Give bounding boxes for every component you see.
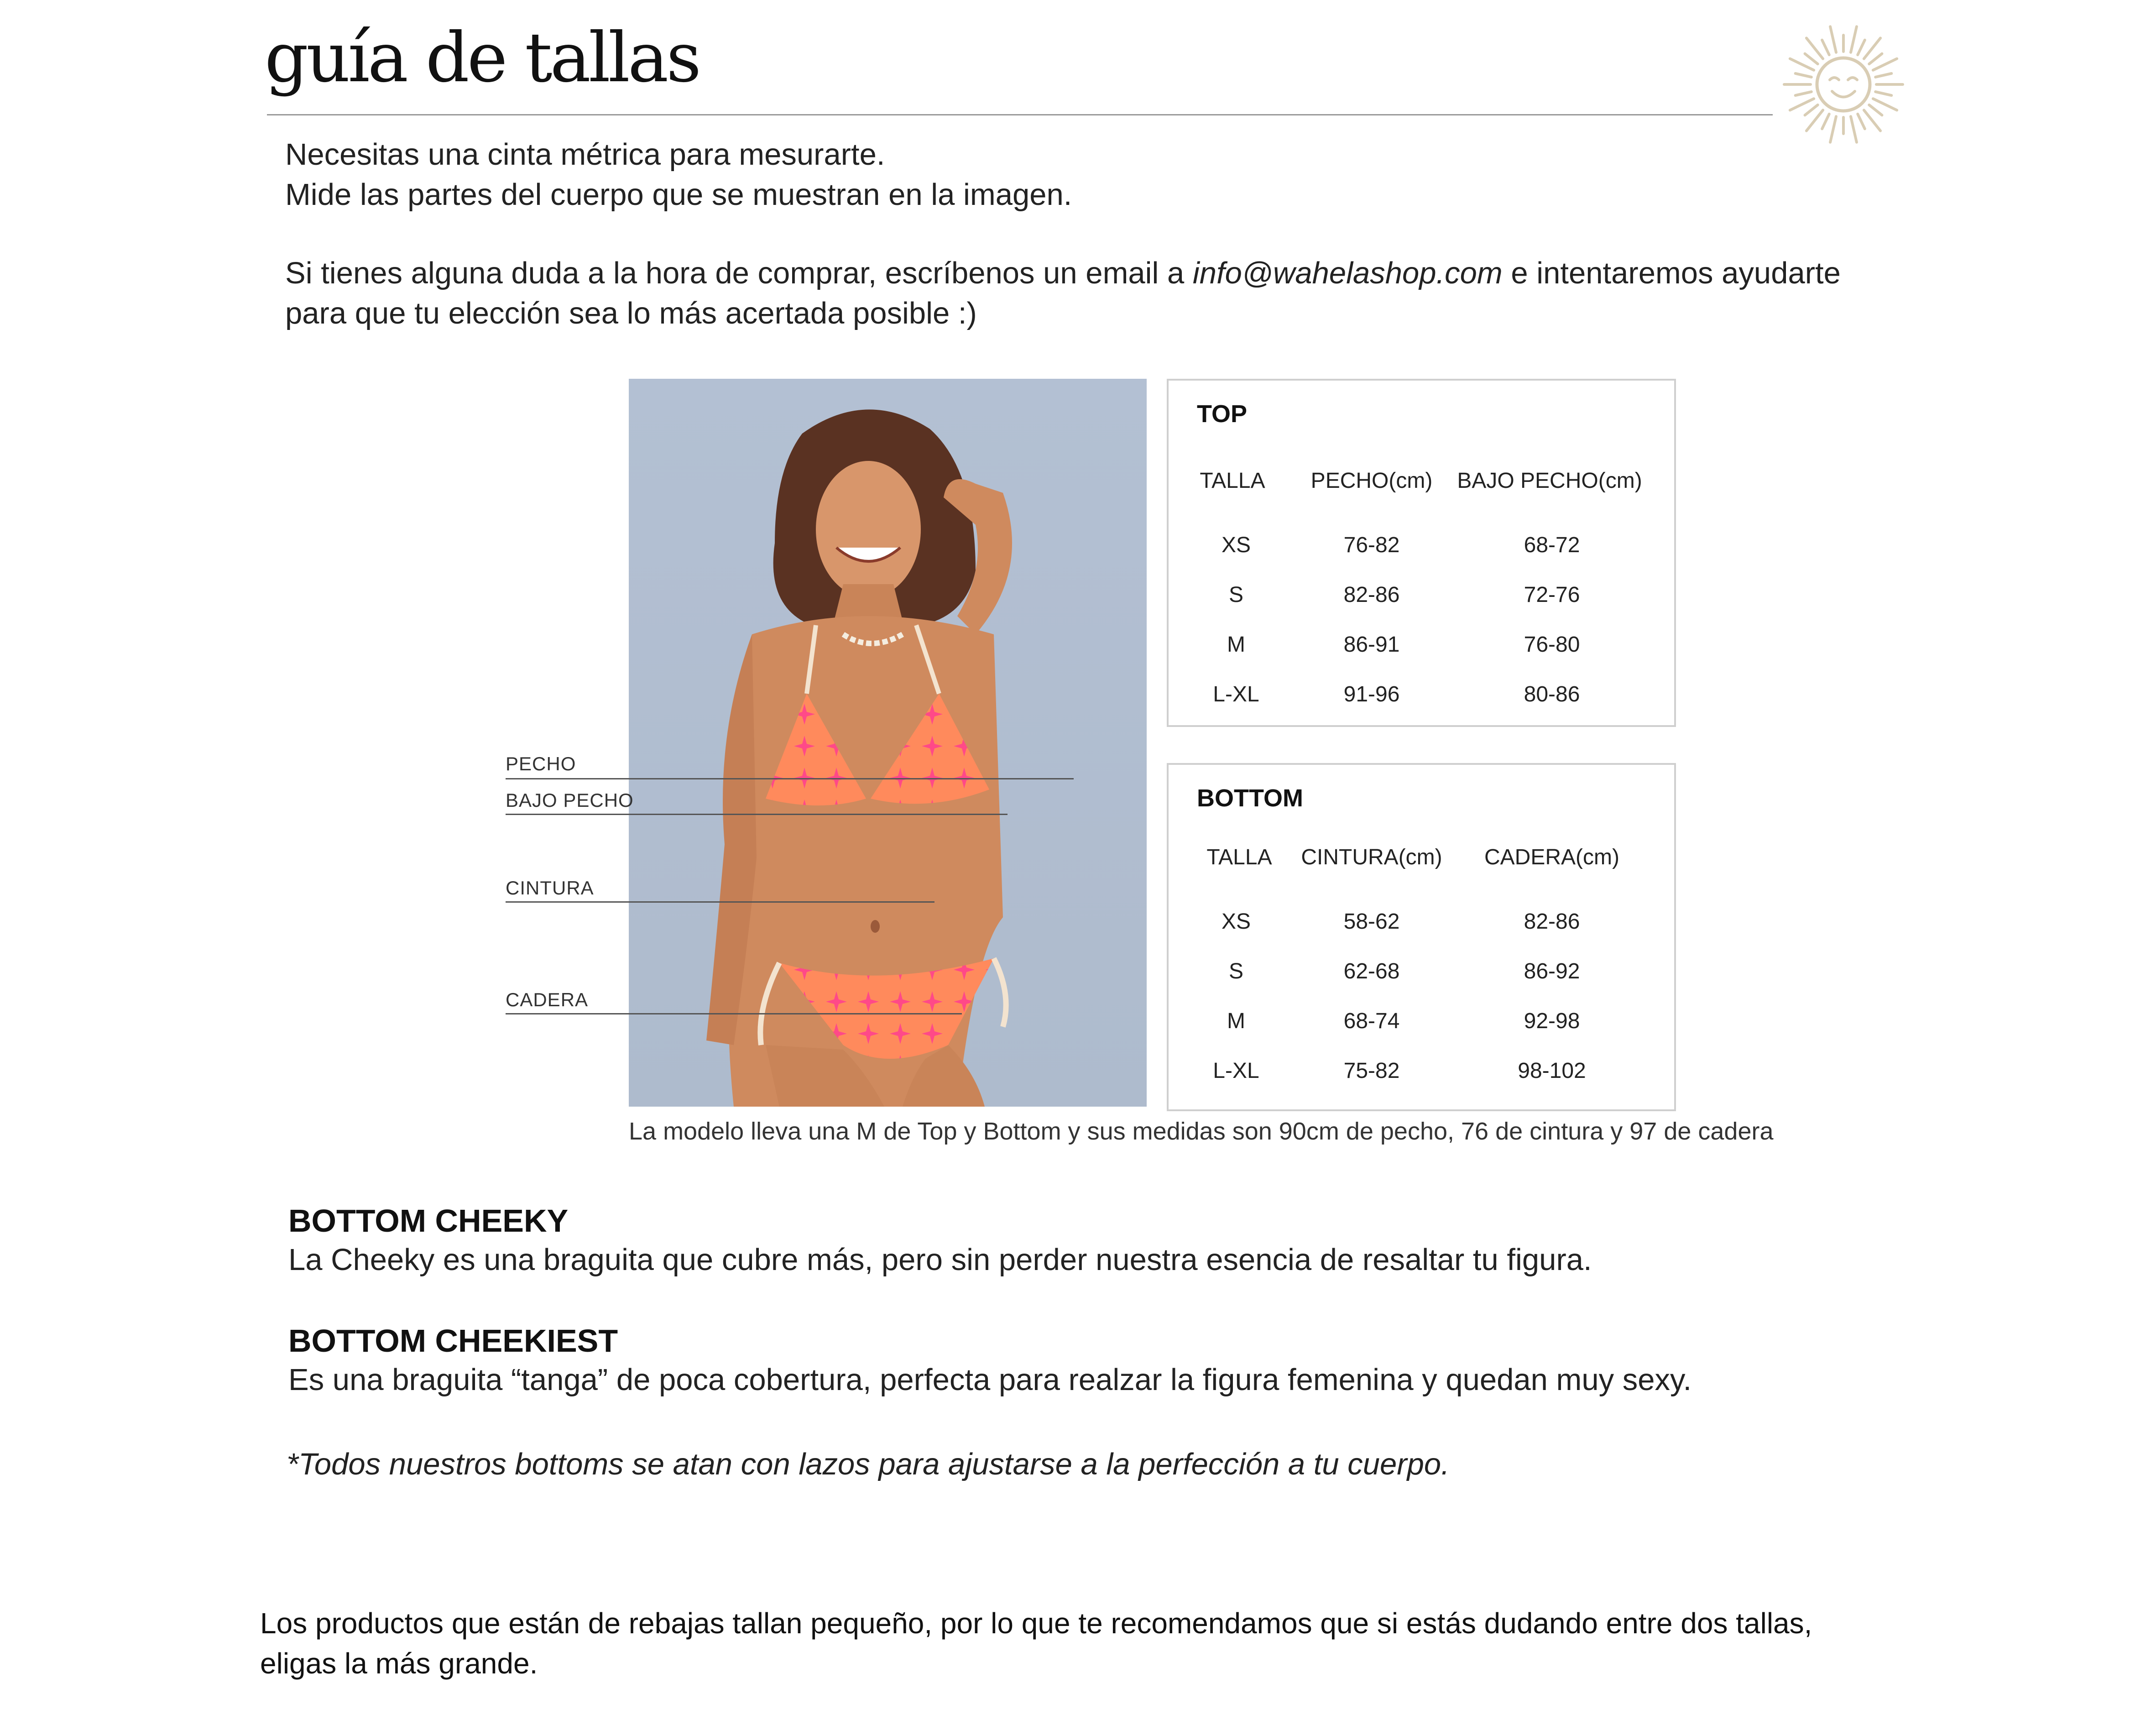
bottom-cell: 82-86 bbox=[1524, 910, 1580, 934]
sale-note-line-1: Los productos que están de rebajas tallan pequeño, por lo que te recomendamos que si estás dudando entre dos tallas, bbox=[260, 1607, 1812, 1640]
bottom-cell: 58-62 bbox=[1343, 910, 1400, 934]
measure-label-chest: PECHO bbox=[506, 753, 576, 774]
cheeky-text: La Cheeky es una braguita que cubre más, pero sin perder nuestra esencia de resaltar tu figura. bbox=[288, 1243, 1592, 1277]
intro-line-4: para que tu elección sea lo más acertada posible :) bbox=[285, 296, 977, 330]
top-col-underbust: BAJO PECHO(cm) bbox=[1457, 469, 1642, 493]
bottom-cell: 68-74 bbox=[1343, 1009, 1400, 1033]
top-cell: XS bbox=[1221, 533, 1251, 557]
intro-line-3-end: e intentaremos ayudarte bbox=[1502, 256, 1841, 290]
bottom-cell: 62-68 bbox=[1343, 959, 1400, 983]
top-table-title: TOP bbox=[1197, 400, 1248, 428]
cheekiest-text: Es una braguita “tanga” de poca cobertura, perfecta para realzar la figura femenina y quedan muy sexy. bbox=[288, 1363, 1692, 1397]
top-cell: M bbox=[1227, 632, 1245, 657]
bottom-cell: XS bbox=[1221, 910, 1251, 934]
page-title: guía de tallas bbox=[265, 18, 700, 98]
title-divider bbox=[267, 114, 1773, 115]
intro-line-3-start: Si tienes alguna duda a la hora de comprar, escríbenos un email a bbox=[285, 256, 1193, 290]
ties-note: *Todos nuestros bottoms se atan con lazos para ajustarse a la perfección a tu cuerpo. bbox=[287, 1447, 1450, 1481]
bottom-col-size: TALLA bbox=[1206, 845, 1272, 869]
sun-face-icon bbox=[1782, 23, 1905, 146]
top-cell: 76-82 bbox=[1343, 533, 1400, 557]
top-cell: 86-91 bbox=[1343, 632, 1400, 657]
bottom-cell: L-XL bbox=[1213, 1059, 1259, 1083]
sale-note-line-2: eligas la más grande. bbox=[260, 1647, 538, 1680]
top-cell: S bbox=[1228, 583, 1244, 607]
measure-line-underbust bbox=[506, 814, 1008, 815]
top-col-size: TALLA bbox=[1200, 469, 1265, 493]
top-cell: 82-86 bbox=[1343, 583, 1400, 607]
intro-line-3 bbox=[285, 258, 1841, 288]
intro-line-2: Mide las partes del cuerpo que se muestran en la imagen. bbox=[285, 178, 1072, 212]
bottom-cell: 92-98 bbox=[1524, 1009, 1580, 1033]
top-size-table bbox=[1167, 379, 1676, 727]
top-cell: 91-96 bbox=[1343, 682, 1400, 706]
bottom-cell: 75-82 bbox=[1343, 1059, 1400, 1083]
measure-label-hip: CADERA bbox=[506, 989, 589, 1010]
top-cell: 68-72 bbox=[1524, 533, 1580, 557]
top-cell: 80-86 bbox=[1524, 682, 1580, 706]
cheeky-heading: BOTTOM CHEEKY bbox=[288, 1203, 569, 1239]
measure-line-hip bbox=[506, 1013, 962, 1014]
bottom-cell: S bbox=[1228, 959, 1244, 983]
measure-line-chest bbox=[506, 778, 1074, 779]
top-cell: 72-76 bbox=[1524, 583, 1580, 607]
bottom-col-waist: CINTURA(cm) bbox=[1301, 845, 1442, 869]
intro-line-1: Necesitas una cinta métrica para mesurarte. bbox=[285, 137, 885, 172]
bottom-cell: 86-92 bbox=[1524, 959, 1580, 983]
photo-caption: La modelo lleva una M de Top y Bottom y sus medidas son 90cm de pecho, 76 de cintura y 97 de cadera bbox=[629, 1118, 1774, 1145]
bottom-size-table bbox=[1167, 763, 1676, 1111]
contact-email[interactable]: info@wahelashop.com bbox=[1192, 256, 1503, 290]
measure-label-underbust: BAJO PECHO bbox=[506, 789, 634, 811]
cheekiest-heading: BOTTOM CHEEKIEST bbox=[288, 1323, 618, 1359]
bottom-cell: 98-102 bbox=[1518, 1059, 1586, 1083]
bottom-col-hip: CADERA(cm) bbox=[1484, 845, 1619, 869]
model-photo bbox=[629, 379, 1147, 1107]
bottom-table-title: BOTTOM bbox=[1197, 784, 1303, 812]
top-col-chest: PECHO(cm) bbox=[1310, 469, 1433, 493]
bottom-cell: M bbox=[1227, 1009, 1245, 1033]
top-cell: 76-80 bbox=[1524, 632, 1580, 657]
top-cell: L-XL bbox=[1213, 682, 1259, 706]
measure-line-waist bbox=[506, 901, 934, 903]
measure-label-waist: CINTURA bbox=[506, 877, 594, 899]
